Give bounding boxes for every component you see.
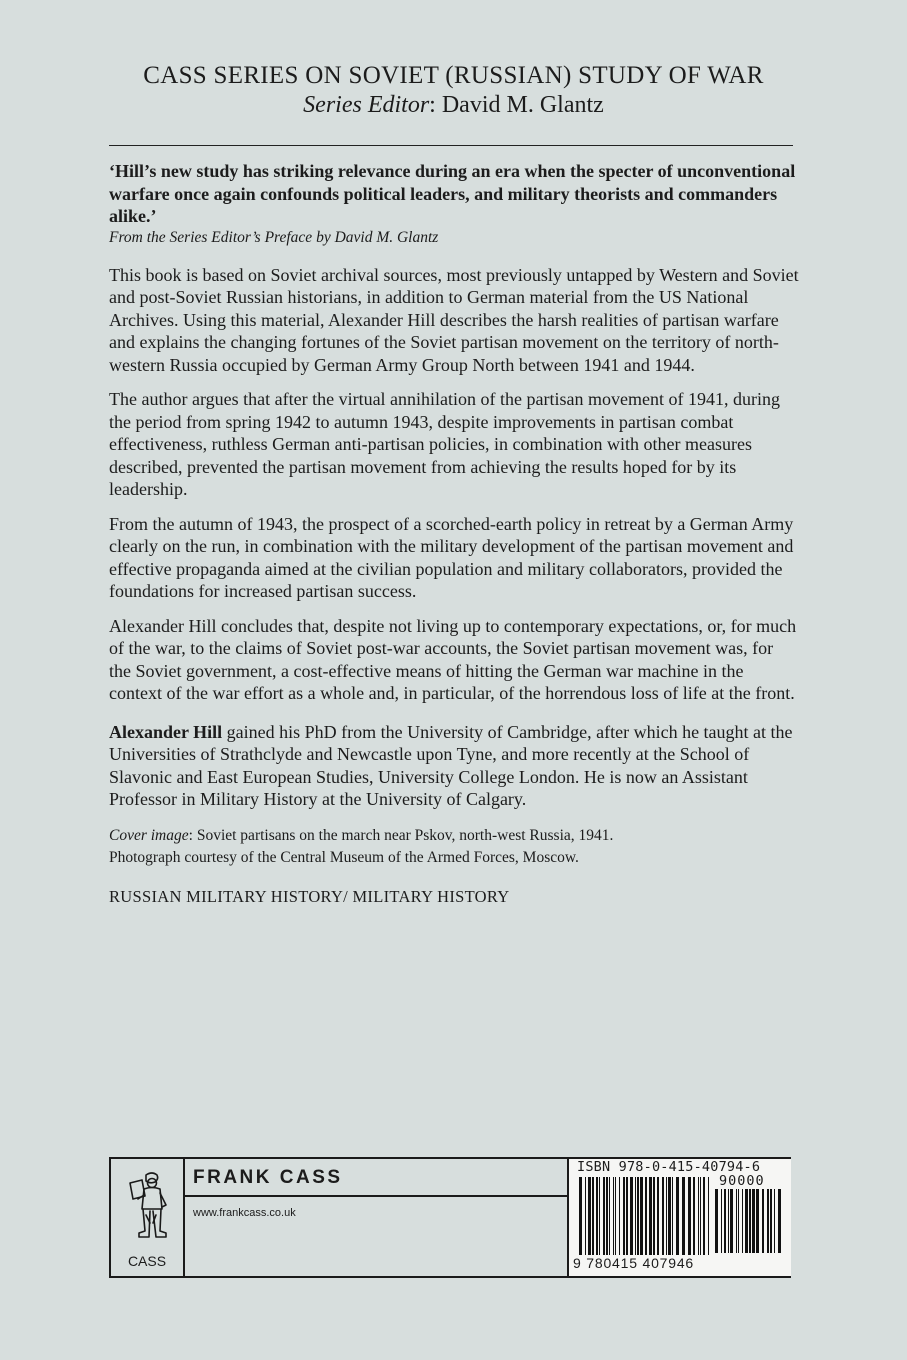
barcode-bar	[715, 1189, 718, 1253]
series-title: CASS SERIES ON SOVIET (RUSSIAN) STUDY OF WAR	[143, 62, 764, 89]
barcode-bar	[774, 1189, 775, 1253]
barcode-bar	[603, 1177, 605, 1255]
barcode-bar	[762, 1189, 764, 1253]
barcode-bar	[778, 1189, 781, 1253]
cover-image-label: Cover image	[109, 826, 189, 844]
description-paragraph-4: Alexander Hill concludes that, despite not living up to contemporary expectations, or, for much of the war, to the claims of Soviet post-war accounts, the Soviet partisan movement was, for the Soviet government, a cost-effective means of hitting the German war machine in the context of the war effort as a whole and, in particular, of the horrendous loss of life at the front.	[109, 615, 797, 703]
barcode-bar	[742, 1189, 743, 1253]
barcode-bar	[749, 1189, 751, 1253]
isbn-text: ISBN 978-0-415-40794-6	[577, 1159, 761, 1175]
subject-category: RUSSIAN MILITARY HISTORY/ MILITARY HISTORY	[109, 886, 510, 906]
barcode-digits: 9 780415 407946	[573, 1255, 694, 1271]
barcode-bar	[745, 1189, 748, 1253]
series-editor-name: : David M. Glantz	[429, 92, 604, 118]
price-code: 90000	[719, 1173, 765, 1189]
author-name: Alexander Hill	[109, 721, 223, 742]
barcode-bar	[609, 1177, 610, 1255]
barcode-bar	[738, 1189, 739, 1253]
barcode-bar	[585, 1177, 586, 1255]
barcode-bar	[676, 1177, 679, 1255]
price-barcode	[715, 1189, 785, 1253]
cover-image-credit	[109, 825, 799, 869]
soldier-figure-icon	[124, 1169, 170, 1251]
barcode-bar	[649, 1177, 652, 1255]
barcode-bar	[596, 1177, 598, 1255]
barcode-bar	[653, 1177, 655, 1255]
barcode-bar	[728, 1189, 729, 1253]
barcode-bar	[770, 1189, 772, 1253]
barcode-bar	[635, 1177, 636, 1255]
barcode-bar	[693, 1177, 695, 1255]
header-rule	[109, 145, 793, 146]
barcode-bar	[724, 1189, 726, 1253]
barcode-bar	[630, 1177, 633, 1255]
back-cover-text	[109, 160, 799, 907]
barcode-bar	[730, 1189, 733, 1253]
barcode-bar	[662, 1177, 664, 1255]
barcode-bar	[626, 1177, 628, 1255]
barcode-bar	[606, 1177, 608, 1255]
publisher-url[interactable]: www.frankcass.co.uk	[193, 1207, 296, 1219]
barcode-bar	[599, 1177, 600, 1255]
barcode-bar	[623, 1177, 625, 1255]
publisher-box	[109, 1157, 791, 1278]
barcode-bar	[588, 1177, 591, 1255]
barcode-bar	[708, 1177, 709, 1255]
description-paragraph-1: This book is based on Soviet archival sources, most previously untapped by Western and Soviet and post-Soviet Russian historians, in addition to German material from the US National Archives. Using this material, Alexander Hill describes the harsh realities of partisan warfare and explains the changing fortunes of the Soviet partisan movement on the territory of north-western Russia occupied by German Army Group North between 1941 and 1944.	[109, 264, 799, 375]
barcode-bar	[619, 1177, 620, 1255]
barcode-bar	[592, 1177, 594, 1255]
publisher-logo	[111, 1159, 185, 1276]
logo-text: CASS	[127, 1253, 167, 1269]
barcode-bar	[637, 1177, 639, 1255]
barcode-bar	[752, 1189, 755, 1253]
author-bio	[109, 721, 799, 811]
barcode-bar	[615, 1177, 616, 1255]
barcode-area	[567, 1159, 791, 1276]
barcode-bar	[668, 1177, 671, 1255]
photo-credit: Photograph courtesy of the Central Museum of the Armed Forces, Moscow.	[109, 848, 579, 866]
barcode-bar	[640, 1177, 643, 1255]
author-bio-text: gained his PhD from the University of Cambridge, after which he taught at the Universities of Strathclyde and Newcastle upon Tyne, and more recently at the School of Slavonic and East European Studies, University College London. He is now an Assistant Professor in Military History at the University of Calgary.	[109, 721, 793, 809]
barcode-bar	[767, 1189, 769, 1253]
barcode-bar	[672, 1177, 673, 1255]
barcode-bar	[688, 1177, 691, 1255]
series-editor-label: Series Editor	[303, 92, 430, 118]
description-paragraph-3: From the autumn of 1943, the prospect of a scorched-earth policy in retreat by a German Army clearly on the run, in combination with the military development of the partisan movement and effective propaganda aimed at the civilian population and military collaborators, provided the foundations for increased partisan success.	[109, 513, 794, 601]
barcode-bar	[736, 1189, 737, 1253]
barcode-bar	[613, 1177, 614, 1255]
endorsement-quote: ‘Hill’s new study has striking relevance during an era when the specter of unconventional warfare once again confounds political leaders, and military theorists and commanders alike.’	[109, 161, 796, 226]
quote-source: From the Series Editor’s Preface by David M. Glantz	[109, 228, 439, 246]
barcode-bar	[645, 1177, 647, 1255]
barcode-bar	[657, 1177, 659, 1255]
barcode-bar	[703, 1177, 705, 1255]
barcode-bar	[756, 1189, 759, 1253]
description-paragraph-2: The author argues that after the virtual annihilation of the partisan movement of 1941, during the period from spring 1942 to autumn 1943, despite improvements in partisan combat effectiveness, ruthless German anti-partisan policies, in combination with other measures described, prevented the partisan movement from achieving the results hoped for by its leadership.	[109, 389, 780, 499]
cover-image-caption: : Soviet partisans on the march near Pskov, north-west Russia, 1941.	[188, 826, 614, 844]
barcode-bar	[666, 1177, 667, 1255]
barcode-bar	[721, 1189, 722, 1253]
isbn-barcode	[579, 1177, 711, 1255]
barcode-bar	[682, 1177, 685, 1255]
barcode-bar	[579, 1177, 582, 1255]
barcode-bar	[700, 1177, 701, 1255]
publisher-name: FRANK CASS	[183, 1159, 567, 1197]
barcode-bar	[698, 1177, 699, 1255]
series-editor	[0, 92, 907, 119]
